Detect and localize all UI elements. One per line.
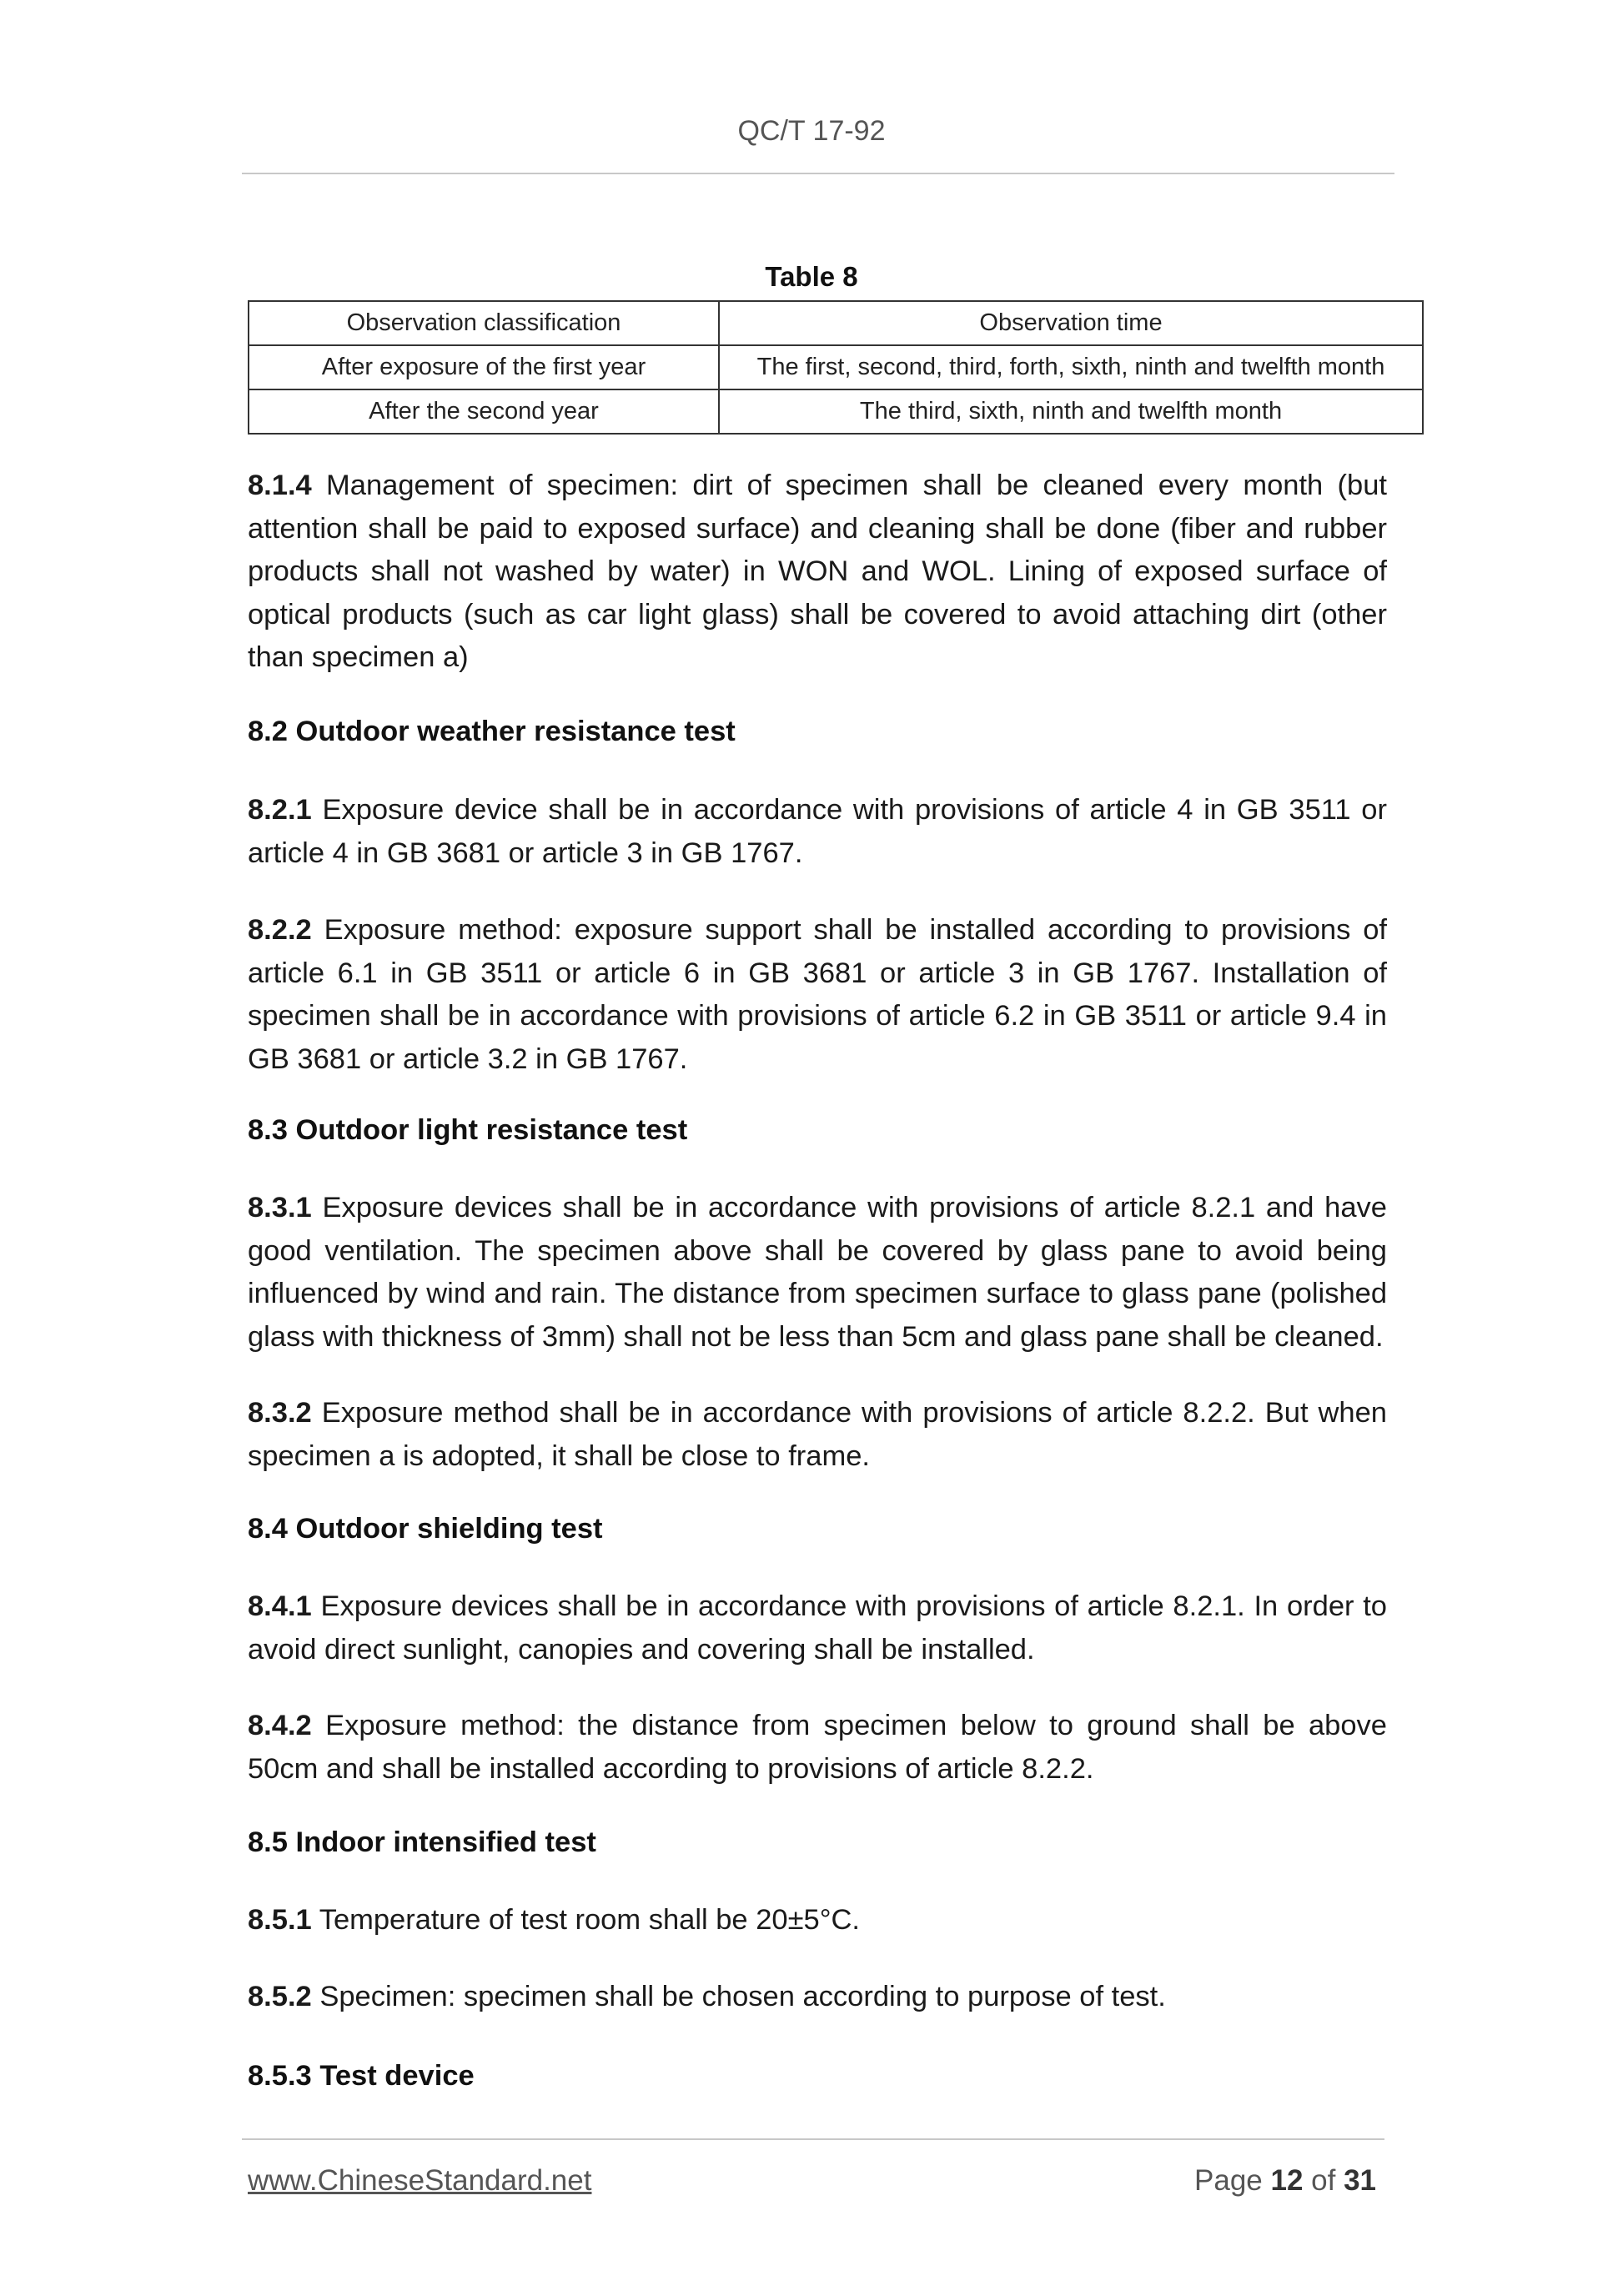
clause-number: 8.2.1 — [248, 794, 312, 826]
page-header-title: QC/T 17-92 — [737, 115, 886, 147]
section-heading-8-4: 8.4 Outdoor shielding test — [248, 1513, 603, 1545]
section-heading-8-5: 8.5 Indoor intensified test — [248, 1826, 596, 1858]
clause-number: 8.1.4 — [248, 470, 312, 501]
clause-text: Temperature of test room shall be 20±5°C. — [311, 1904, 860, 1936]
table-header-cell: Observation time — [719, 301, 1423, 345]
table-row — [249, 345, 1423, 389]
table-cell: After the second year — [249, 389, 719, 434]
section-heading-8-5-3: 8.5.3 Test device — [248, 2060, 475, 2092]
paragraph-8-5-1 — [248, 1899, 1387, 1942]
clause-number: 8.3.1 — [248, 1192, 312, 1223]
footer-website-link[interactable]: www.ChineseStandard.net — [248, 2164, 592, 2197]
header-divider — [242, 173, 1394, 174]
current-page: 12 — [1270, 2164, 1304, 2197]
table-header-row — [249, 301, 1423, 345]
clause-text: Management of specimen: dirt of specimen shall be cleaned every month (but attention shall be paid to exposed surface) and cleaning shall be done (fiber and rubber products shall not washed by water) in WON and WOL. Lining of exposed surface of optical products (such as car light glass) shall be covered to avoid attaching dirt (other than specimen a) — [248, 470, 1387, 673]
paragraph-8-1-4 — [248, 465, 1387, 680]
page-number — [1194, 2164, 1376, 2198]
clause-number: 8.2.2 — [248, 914, 312, 946]
section-heading-8-2: 8.2 Outdoor weather resistance test — [248, 716, 736, 747]
table-cell: The first, second, third, forth, sixth, ninth and twelfth month — [719, 345, 1423, 389]
paragraph-8-4-1 — [248, 1585, 1387, 1671]
table-row — [249, 389, 1423, 434]
page-of-label: of — [1303, 2164, 1344, 2197]
clause-text: Exposure devices shall be in accordance with provisions of article 8.2.1 and have good ventilation. The specimen above shall be covered by glass pane to avoid being influenced by wind and rain. The distance from specimen surface to glass pane (polished glass with thickness of 3mm) shall not be less than 5cm and glass pane shall be cleaned. — [248, 1192, 1387, 1353]
paragraph-8-3-2 — [248, 1392, 1387, 1478]
paragraph-8-3-1 — [248, 1187, 1387, 1359]
paragraph-8-2-1 — [248, 789, 1387, 875]
clause-text: Exposure device shall be in accordance with provisions of article 4 in GB 3511 or article 4 in GB 3681 or article 3 in GB 1767. — [248, 794, 1387, 869]
total-pages: 31 — [1344, 2164, 1376, 2197]
footer-divider — [242, 2138, 1384, 2140]
table-cell: After exposure of the first year — [249, 345, 719, 389]
clause-text: Exposure method: exposure support shall be installed according to provisions of article 6.1 in GB 3511 or article 6 in GB 3681 or article 3 in GB 1767. Installation of specimen shall be in accordance with provisions of article 6.2 in GB 3511 or article 9.4 in GB 3681 or article 3.2 in GB 1767. — [248, 914, 1387, 1075]
clause-text: Exposure method shall be in accordance with provisions of article 8.2.2. But when specimen a is adopted, it shall be close to frame. — [248, 1397, 1387, 1472]
clause-text: Exposure method: the distance from specimen below to ground shall be above 50cm and shall be installed according to provisions of article 8.2.2. — [248, 1710, 1387, 1785]
clause-text: Exposure devices shall be in accordance with provisions of article 8.2.1. In order to avoid direct sunlight, canopies and covering shall be installed. — [248, 1590, 1387, 1665]
clause-text: Specimen: specimen shall be chosen according to purpose of test. — [311, 1981, 1166, 2012]
paragraph-8-2-2 — [248, 909, 1387, 1081]
table-header-cell: Observation classification — [249, 301, 719, 345]
clause-number: 8.5.1 — [248, 1904, 312, 1936]
table-cell: The third, sixth, ninth and twelfth month — [719, 389, 1423, 434]
clause-number: 8.5.2 — [248, 1981, 312, 2012]
section-heading-8-3: 8.3 Outdoor light resistance test — [248, 1114, 688, 1146]
observation-table — [248, 300, 1424, 435]
clause-number: 8.4.1 — [248, 1590, 312, 1622]
clause-number: 8.4.2 — [248, 1710, 312, 1741]
paragraph-8-4-2 — [248, 1705, 1387, 1791]
table-caption: Table 8 — [765, 261, 858, 292]
page-label: Page — [1194, 2164, 1271, 2197]
paragraph-8-5-2 — [248, 1976, 1387, 2019]
clause-number: 8.3.2 — [248, 1397, 312, 1429]
